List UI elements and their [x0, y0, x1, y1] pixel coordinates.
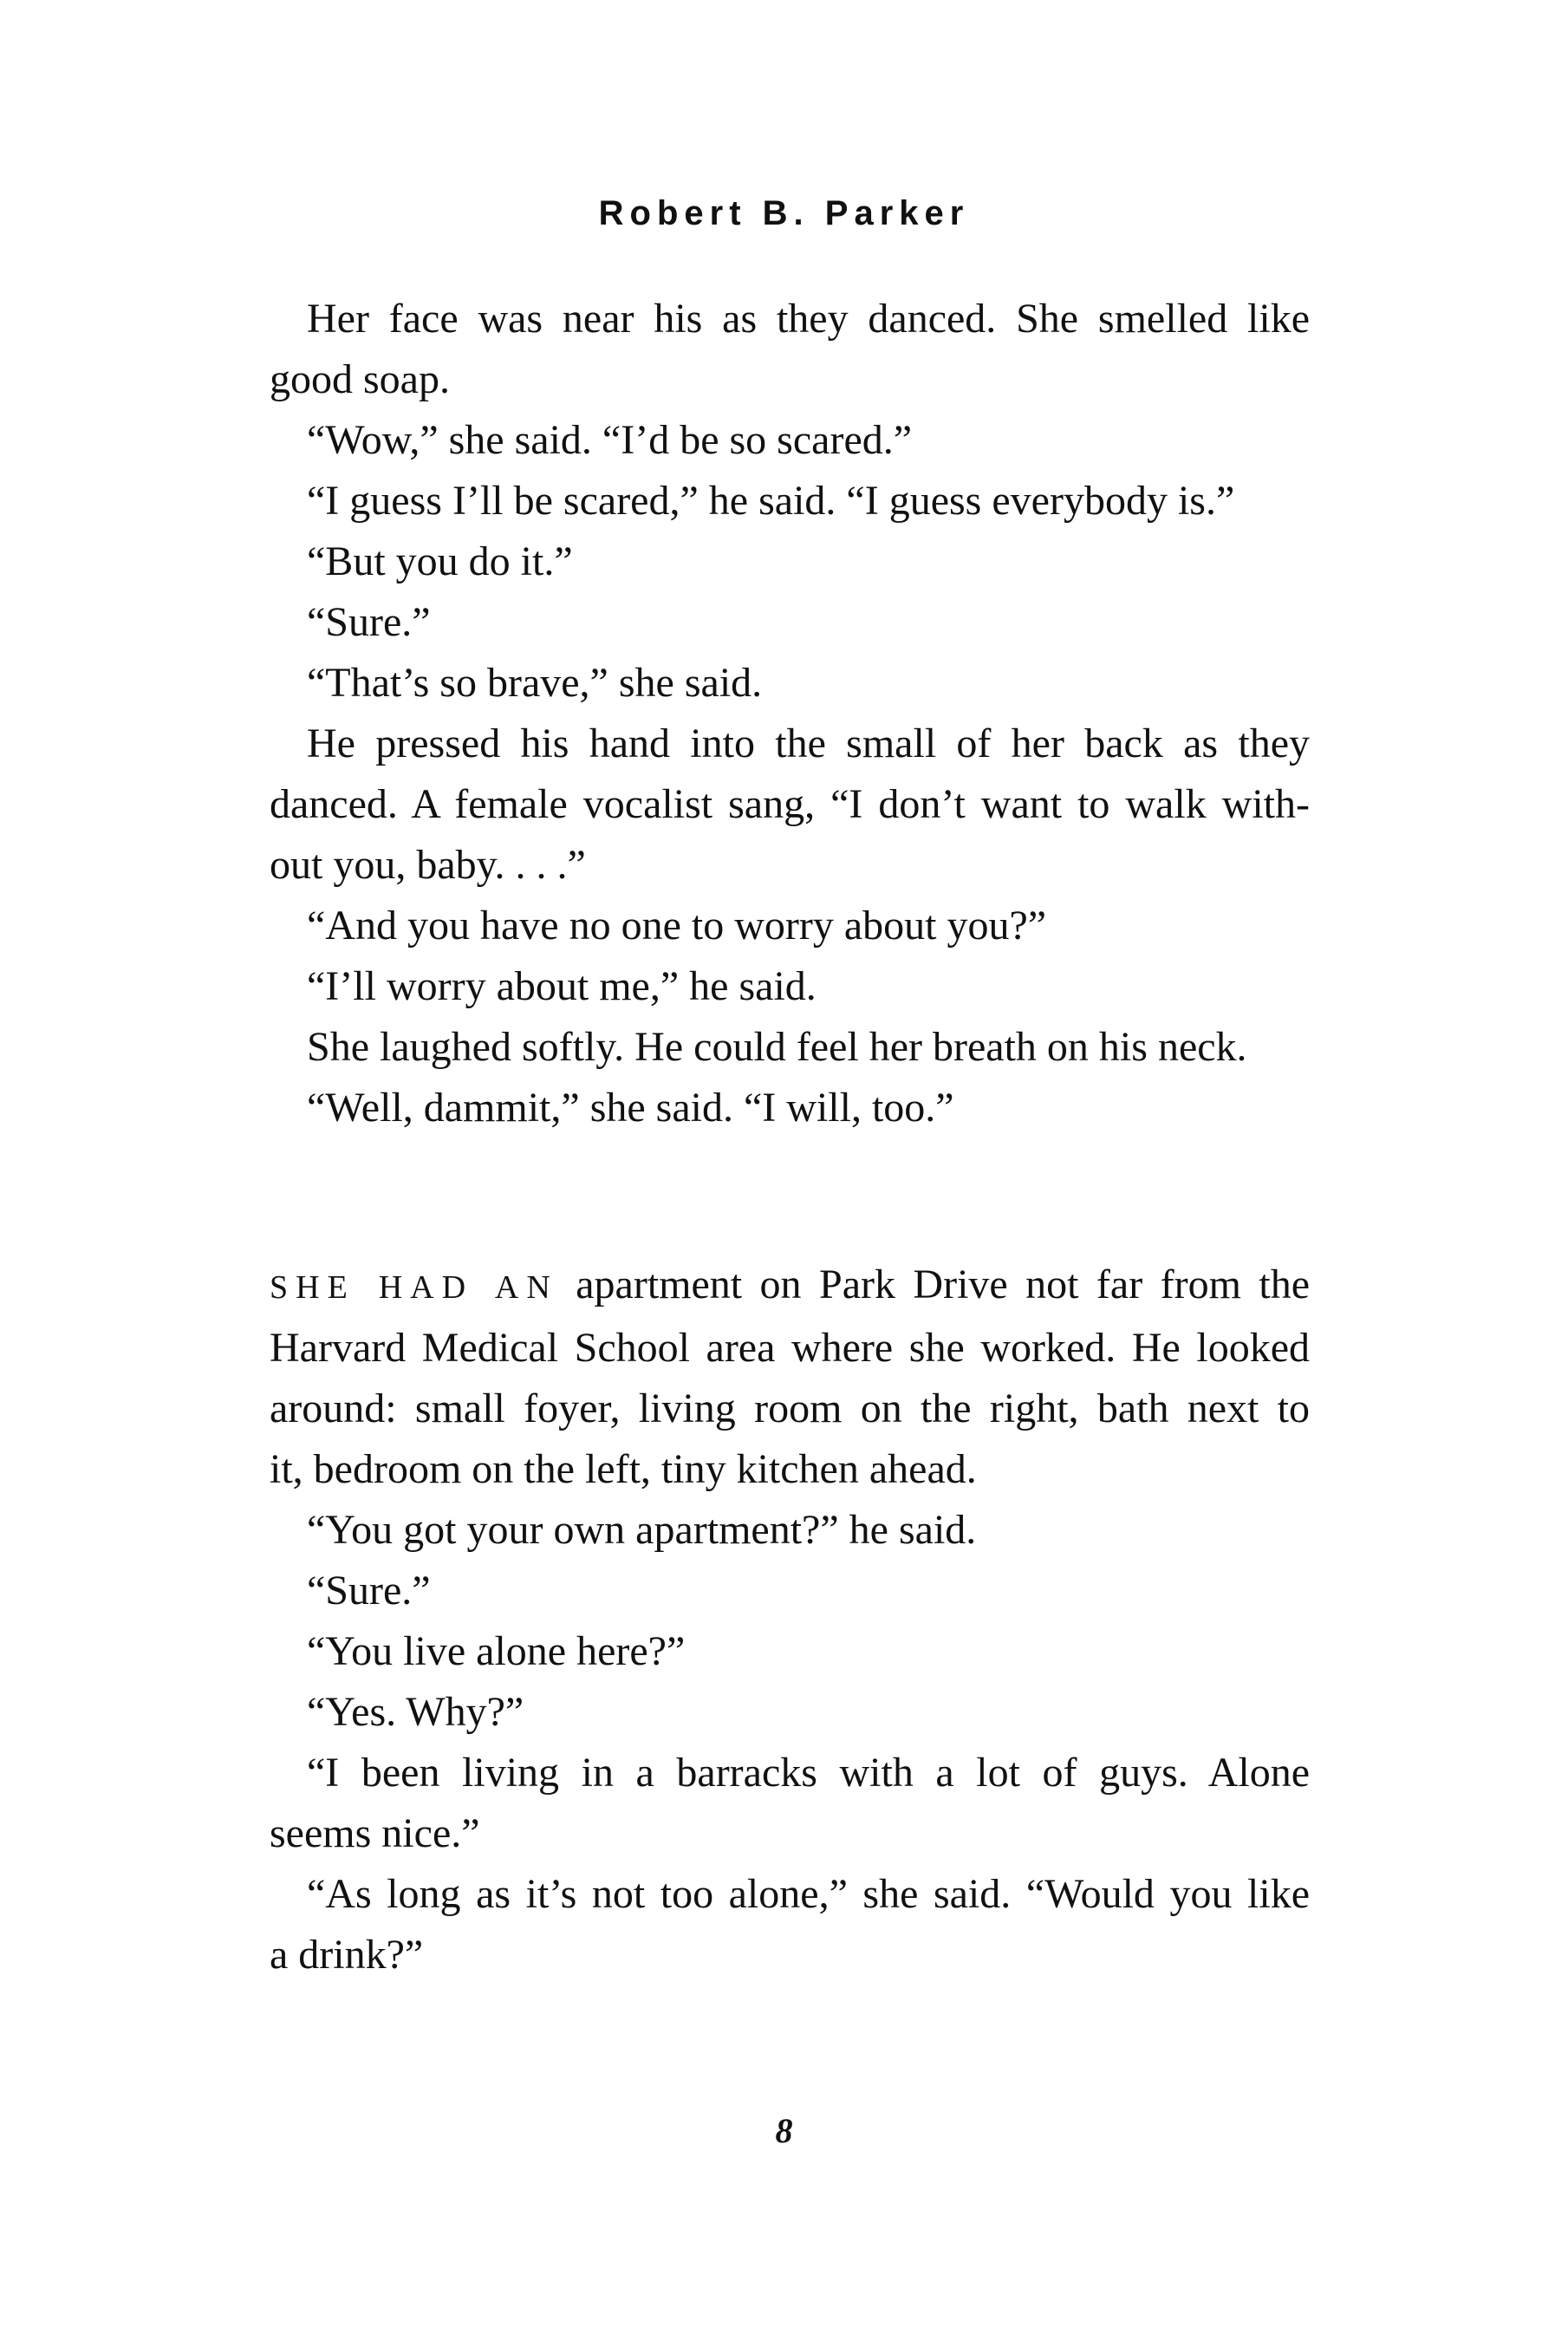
text-line: “I guess I’ll be scared,” he said. “I guess everybody is.”	[307, 478, 1235, 524]
text-line: “Well, dammit,” she said. “I will, too.”	[307, 1085, 954, 1131]
text-line: seems nice.”	[270, 1810, 480, 1856]
section-opening-line	[270, 1255, 1310, 1318]
text-line: She laughed softly. He could feel her breath on his neck.	[307, 1024, 1247, 1070]
text-line: around: small foyer, living room on the right, bath next to	[270, 1385, 1310, 1431]
opening-smallcaps: SHE HAD AN	[270, 1269, 558, 1306]
text-line: good soap.	[270, 356, 450, 402]
text-line: “I been living in a barracks with a lot of guys. Alone	[307, 1750, 1310, 1796]
text-line: “I’ll worry about me,” he said.	[307, 963, 817, 1009]
running-head-author: Robert B. Parker	[598, 194, 970, 232]
page-number: 8	[775, 2111, 793, 2150]
text-line: “You got your own apartment?” he said.	[307, 1507, 977, 1553]
text-line: it, bedroom on the left, tiny kitchen ahead.	[270, 1446, 977, 1492]
text-line: “Wow,” she said. “I’d be so scared.”	[307, 417, 913, 463]
text-line: Her face was near his as they danced. She smelled like	[307, 296, 1310, 342]
text-line: a drink?”	[270, 1932, 424, 1978]
text-line: Harvard Medical School area where she worked. He looked	[270, 1325, 1310, 1371]
text-line: “But you do it.”	[307, 538, 573, 584]
text-line: “That’s so brave,” she said.	[307, 660, 763, 706]
text-line: danced. A female vocalist sang, “I don’t want to walk with-	[270, 781, 1310, 827]
text-line: “You live alone here?”	[307, 1628, 686, 1674]
text-line: “And you have no one to worry about you?”	[307, 903, 1047, 949]
opening-rest: apartment on Park Drive not far from the	[576, 1262, 1311, 1307]
text-line: “Yes. Why?”	[307, 1689, 524, 1735]
text-section-1	[270, 289, 1310, 1138]
text-line: “Sure.”	[307, 599, 431, 645]
text-line: out you, baby. . . .”	[270, 842, 586, 888]
text-line: “Sure.”	[307, 1568, 431, 1614]
text-section-2	[270, 1255, 1310, 1985]
text-line: He pressed his hand into the small of her back as they	[307, 720, 1310, 766]
text-line: “As long as it’s not too alone,” she said. “Would you like	[307, 1871, 1310, 1917]
